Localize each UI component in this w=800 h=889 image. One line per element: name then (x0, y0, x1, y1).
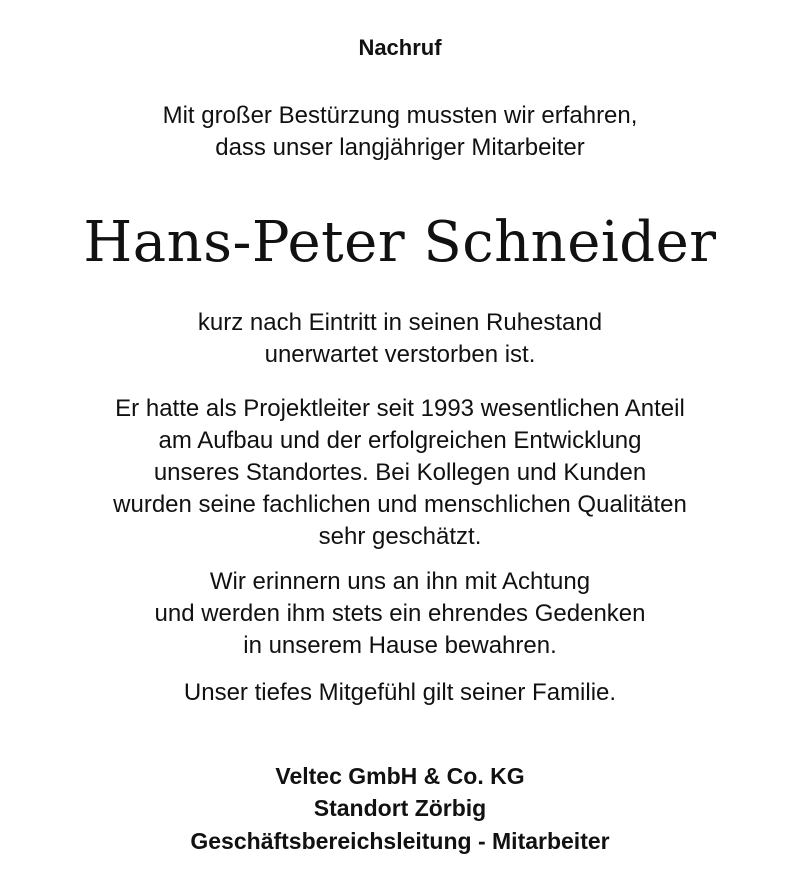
signature-location: Standort Zörbig (313, 795, 487, 821)
intro-line: dass unser langjähriger Mitarbeiter (215, 134, 585, 161)
signature-company: Veltec GmbH & Co. KG (275, 763, 525, 789)
death-notice-line: unerwartet verstorben ist. (264, 341, 536, 368)
condolence-line: Unser tiefes Mitgefühl gilt seiner Familie. (183, 679, 617, 706)
career-line: sehr geschätzt. (318, 523, 482, 550)
remembrance-line: in unserem Hause bewahren. (243, 632, 557, 659)
remembrance-line: und werden ihm stets ein ehrendes Gedenken (154, 600, 646, 627)
career-line: am Aufbau und der erfolgreichen Entwicklung (158, 427, 642, 454)
death-notice-line: kurz nach Eintritt in seinen Ruhestand (197, 309, 603, 336)
career-line: unseres Standortes. Bei Kollegen und Kunden (153, 459, 647, 486)
notice-heading: Nachruf (358, 35, 442, 60)
intro-line: Mit großer Bestürzung mussten wir erfahren, (162, 102, 638, 129)
deceased-name: Hans-Peter Schneider (83, 210, 717, 275)
career-line: wurden seine fachlichen und menschlichen Qualitäten (113, 491, 687, 518)
signature-department: Geschäftsbereichsleitung - Mitarbeiter (190, 828, 610, 854)
remembrance-line: Wir erinnern uns an ihn mit Achtung (209, 568, 591, 595)
career-line: Er hatte als Projektleiter seit 1993 wesentlichen Anteil (115, 395, 685, 422)
